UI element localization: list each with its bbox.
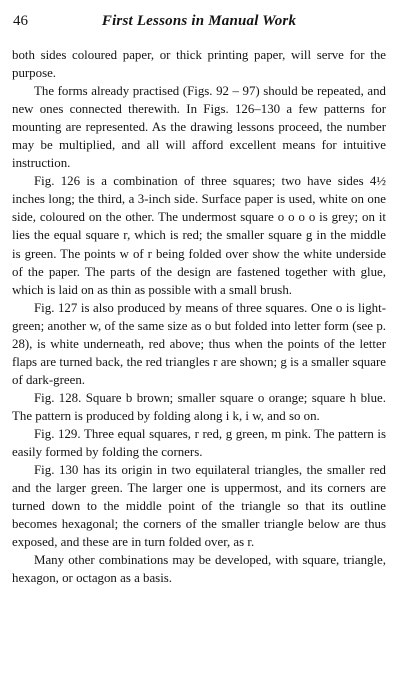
paragraph-fig-130: Fig. 130 has its origin in two equilateral triangles, the smaller red and the larger green. The larger one is uppermost, and its corners are turned down to the middle point of the triangle so that its outline becomes hexagonal; the corners of the smaller triangle below are thus exposed, and these are in turn folded over, as r. xyxy=(12,463,386,550)
paragraph-continued: both sides coloured paper, or thick printing paper, will serve for the purpose. xyxy=(12,48,386,81)
body-text xyxy=(12,46,386,587)
page-number: 46 xyxy=(13,13,28,29)
paragraph-fig-128: Fig. 128. Square b brown; smaller square o orange; square h blue. The pattern is produced by folding along i k, i w, and so on. xyxy=(12,390,386,423)
paragraph-fig-127: Fig. 127 is also produced by means of three squares. One o is light-green; another w, of the same size as o but folded into letter form (see p. 28), is white underneath, red above; thus when the points of the letter flaps are turned back, the red triangles r are shown; g is a smaller square of dark-green. xyxy=(12,300,386,387)
running-title: First Lessons in Manual Work xyxy=(101,13,297,29)
paragraph-fig-126: Fig. 126 is a combination of three squares; two have sides 4½ inches long; the third, a 3-inch side. Surface paper is used, white on one side, coloured on the other. The undermost square o o o o is grey; on it lies the equal square r, which is red; the smaller square g in the middle is green. The points w of r being folded over show the white underside of the paper. The parts of the design are fastened together with glue, which is laid on as thin as possible with a small brush. xyxy=(12,174,386,297)
paragraph-forms-practised: The forms already practised (Figs. 92 – 97) should be repeated, and new ones connected therewith. In Figs. 126–130 a few patterns for mounting are represented. As the drawing lessons proceed, the number may be multiplied, and all will afford excellent means for intuitive instruction. xyxy=(12,84,386,171)
paragraph-other-combinations: Many other combinations may be developed, with square, triangle, hexagon, or octagon as a basis. xyxy=(12,553,386,586)
running-head xyxy=(12,7,386,35)
paragraph-fig-129: Fig. 129. Three equal squares, r red, g green, m pink. The pattern is easily formed by folding the corners. xyxy=(12,426,386,460)
